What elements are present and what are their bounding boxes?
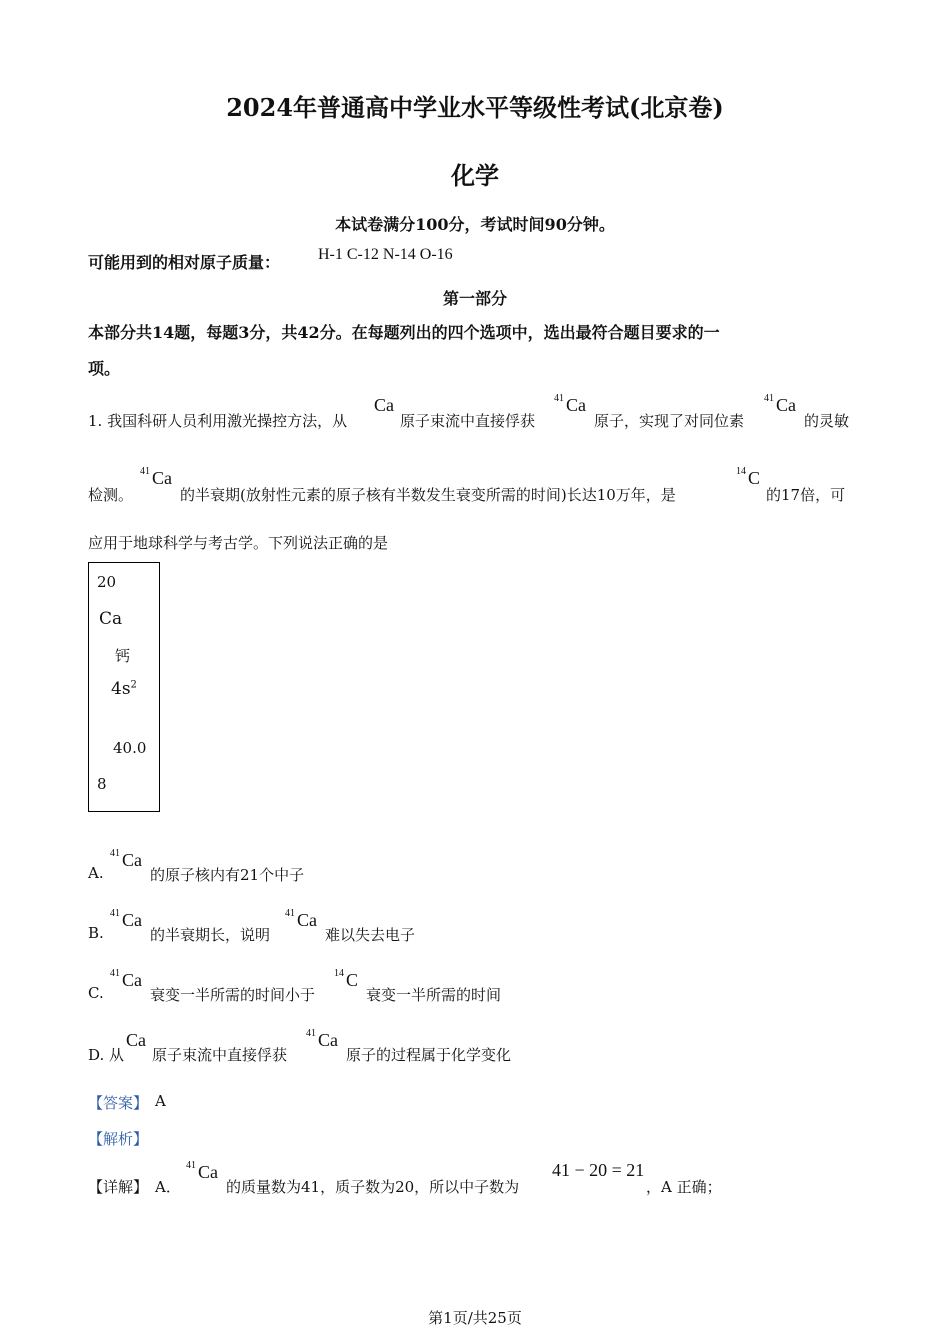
option-d-label: D. 从 (88, 1046, 125, 1064)
q1-text-1a: 1. 我国科研人员利用激光操控方法，从 (88, 412, 348, 430)
page-footer: 第1页/共25页 (428, 1309, 522, 1327)
q1-text-2b: 的半衰期(放射性元素的原子核有半数发生衰变所需的时间)长达10万年，是 (180, 486, 676, 504)
detail-option-a: A． (155, 1178, 181, 1196)
q1-text-1c: 原子，实现了对同位素 (594, 412, 745, 430)
neutron-equation: 41 − 20 = 21 (552, 1160, 645, 1180)
q1-text-1d: 的灵敏 (804, 412, 850, 430)
answer-value: A (155, 1092, 166, 1110)
element-name: 钙 (115, 647, 131, 665)
option-c-text-1: 衰变一半所需的时间小于 (150, 986, 316, 1004)
detail-text-1: 的质量数为41，质子数为20，所以中子数为 (226, 1178, 520, 1196)
section-instructions-1: 本部分共14题，每题3分，共42分。在每题列出的四个选项中，选出最符合题目要求的一 (88, 323, 720, 342)
q1-text-3: 应用于地球科学与考古学。下列说法正确的是 (88, 534, 389, 552)
option-b-text-2: 难以失去电子 (325, 926, 416, 944)
element-symbol: Ca (99, 609, 123, 629)
q1-text-2a: 检测。 (88, 486, 134, 504)
option-a-text: 的原子核内有21个中子 (150, 866, 305, 884)
atomic-mass-a: 40.0 (113, 739, 147, 757)
atomic-mass-label: 可能用到的相对原子质量： (88, 253, 281, 272)
section-instructions-2: 项。 (88, 359, 121, 378)
subject-title: 化学 (451, 161, 499, 190)
document-title: 2024年普通高中学业水平等级性考试(北京卷) (226, 93, 724, 122)
detail-label: 【详解】 (88, 1178, 149, 1196)
element-card-calcium (88, 562, 160, 812)
option-c-label: C. (88, 984, 104, 1002)
option-d-text-2: 原子的过程属于化学变化 (346, 1046, 512, 1064)
atomic-masses: H-1 C-12 N-14 O-16 (318, 246, 453, 263)
option-b-text-1: 的半衰期长，说明 (150, 926, 271, 944)
exam-info: 本试卷满分100分，考试时间90分钟。 (335, 215, 615, 234)
option-a-label: A. (88, 864, 104, 882)
electron-config: $4s^2$ (111, 679, 137, 699)
analysis-label: 【解析】 (88, 1130, 149, 1148)
q1-text-1b: 原子束流中直接俘获 (400, 412, 536, 430)
option-b-label: B. (88, 924, 104, 942)
atomic-number: 20 (97, 573, 117, 591)
option-d-text-1: 原子束流中直接俘获 (152, 1046, 288, 1064)
answer-label: 【答案】 (88, 1094, 149, 1112)
option-c-text-2: 衰变一半所需的时间 (366, 986, 502, 1004)
section-title: 第一部分 (442, 289, 507, 308)
atomic-mass-b: 8 (97, 775, 107, 793)
detail-text-2: ，A 正确； (646, 1178, 722, 1196)
q1-text-2c: 的17倍，可 (766, 486, 846, 504)
